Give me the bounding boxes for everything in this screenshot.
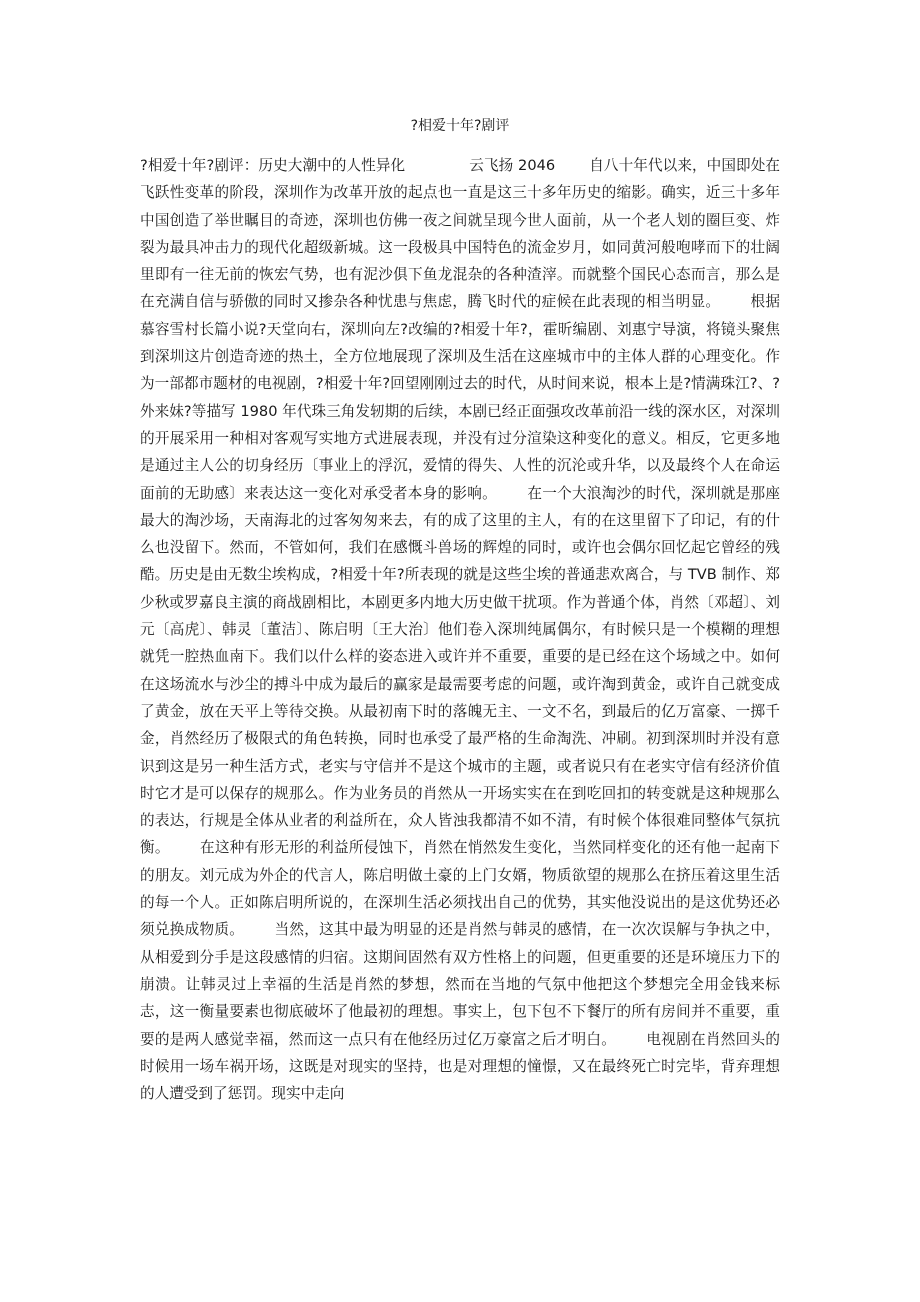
document-title: ?相爱十年?剧评: [410, 118, 510, 134]
paragraph-4: 在这种有形无形的利益所侵蚀下，肖然在悄然发生变化，当然同样变化的还有他一起南下的朋友。刘元成为外企的代言人，陈启明做土豪的上门女婿，物质欲望的规那么在挤压着这里生活的每一个人。正如陈启明所说的，在深圳生活必须找出自己的优势，其实他没说出的是这优势还必须兑换成物质。: [140, 839, 780, 939]
paragraph-5: 当然，这其中最为明显的还是肖然与韩灵的感情，在一次次误解与争执之中，从相爱到分手是这段感情的归宿。这期间固然有双方性格上的问题，但更重要的还是环境压力下的崩溃。让韩灵过上幸福的生活是肖然的梦想，然而在当地的气氛中他把这个梦想完全用金钱来标志，这一衡量要素也彻底破坏了他最初的理想。事实上，包下包不下餐厅的所有房间并不重要，重要的是两人感觉幸福，然而这一点只有在他经历过亿万豪富之后才明白。: [140, 921, 780, 1048]
article-heading: ?相爱十年?剧评：历史大潮中的人性异化: [140, 157, 406, 174]
document-body: [140, 152, 780, 1107]
paragraph-2: 根据慕容雪村长篇小说?天堂向右，深圳向左?改编的?相爱十年?，霍昕编剧、刘惠宁导演，将镜头聚焦到深圳这片创造奇迹的热土，全方位地展现了深圳及生活在这座城市中的主体人群的心理变化。作为一部都市题材的电视剧，?相爱十年?回望刚刚过去的时代，从时间来说，根本上是?情满珠江?、?外来妹?等描写 1980 年代珠三角发轫期的后续，本剧已经正面强攻改革前沿一线的深水区，对深圳的开展采用一种相对客观写实地方式进展表现，并没有过分渲染这种变化的意义。相反，它更多地是通过主人公的切身经历〔事业上的浮沉，爱情的得失、人性的沉沦或升华，以及最终个人在命运面前的无助感〕来表达这一变化对承受者本身的影响。: [140, 293, 780, 502]
paragraph-6: 电视剧在肖然回头的时候用一场车祸开场，这既是对现实的坚持，也是对理想的憧憬，又在最终死亡时完毕，背弃理想的人遭受到了惩罚。现实中走向: [140, 1030, 780, 1103]
paragraph-1: 自八十年代以来，中国即处在飞跃性变革的阶段，深圳作为改革开放的起点也一直是这三十多年历史的缩影。确实，近三十多年中国创造了举世瞩目的奇迹，深圳也仿佛一夜之间就呈现今世人面前，从一个老人划的圈巨变、炸裂为最具冲击力的现代化超级新城。这一段极具中国特色的流金岁月，如同黄河般咆哮而下的壮阔里即有一往无前的恢宏气势，也有泥沙俱下鱼龙混杂的各种渣滓。而就整个国民心态而言，那么是在充满自信与骄傲的同时又掺杂各种忧患与焦虑，腾飞时代的症候在此表现的相当明显。: [140, 157, 780, 311]
paragraph-3: 在一个大浪淘沙的时代，深圳就是那座最大的淘沙场，天南海北的过客匆匆来去，有的成了这里的主人，有的在这里留下了印记，有的什么也没留下。然而，不管如何，我们在感慨斗兽场的辉煌的同时，或许也会偶尔回忆起它曾经的残酷。历史是由无数尘埃构成，?相爱十年?所表现的就是这些尘埃的普通悲欢离合，与 TVB 制作、郑少秋或罗嘉良主演的商战剧相比，本剧更多内地大历史做干扰项。作为普通个体，肖然〔邓超〕、刘元〔高虎〕、韩灵〔董洁〕、陈启明〔王大治〕他们卷入深圳纯属偶尔，有时候只是一个模糊的理想就凭一腔热血南下。我们以什么样的姿态进入或许并不重要，重要的是已经在这个场域之中。如何在这场流水与沙尘的搏斗中成为最后的赢家是最需要考虑的问题，或许淘到黄金，或许自己就变成了黄金，放在天平上等待交换。从最初南下时的落魄无主、一文不名，到最后的亿万富豪、一掷千金，肖然经历了极限式的角色转换，同时也承受了最严格的生命淘洗、冲刷。初到深圳时并没有意识到这是另一种生活方式，老实与守信并不是这个城市的主题，或者说只有在老实守信有经济价值时它才是可以保存的规那么。作为业务员的肖然从一开场实实在在到吃回扣的转变就是这种规那么的表达，行规是全体从业者的利益所在，众人皆浊我都清不如不清，有时候个体很难同整体气氛抗衡。: [140, 484, 780, 857]
article-author: 云飞扬 2046: [469, 157, 556, 174]
